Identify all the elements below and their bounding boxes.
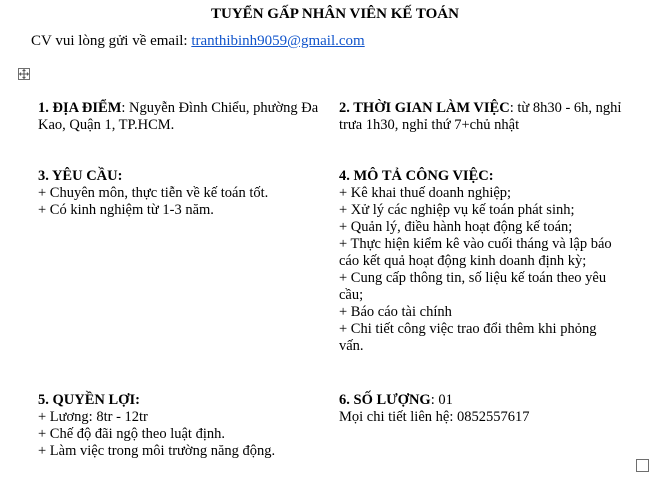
requirements-item: + Có kinh nghiệm từ 1-3 năm. — [38, 202, 214, 218]
location-paragraph — [38, 100, 328, 134]
job-description-item: + Cung cấp thông tin, số liệu kế toán theo yêu — [339, 270, 607, 286]
cv-email-line — [31, 32, 365, 50]
table-cell-work-time — [339, 100, 639, 134]
benefits-item: + Lương: 8tr - 12tr — [38, 409, 148, 425]
job-description-item: vấn. — [339, 338, 364, 354]
job-description-item: + Kê khai thuế doanh nghiệp; — [339, 185, 512, 201]
quantity-line — [339, 392, 639, 409]
location-text: : Nguyễn Đình Chiểu, phường Đa Kao, Quận 1, TP.HCM. — [38, 100, 319, 133]
job-description-item: + Quản lý, điều hành hoạt động kế toán; — [339, 219, 573, 235]
job-description-heading: 4. MÔ TẢ CÔNG VIỆC: — [339, 168, 494, 184]
job-description-item: + Thực hiện kiểm kê vào cuối tháng và lập báo — [339, 236, 612, 252]
quantity-value: : 01 — [430, 392, 453, 408]
job-description-item: + Báo cáo tài chính — [339, 304, 452, 320]
work-time-paragraph — [339, 100, 639, 134]
cv-email-prefix: CV vui lòng gửi về email: — [31, 33, 192, 49]
table-cell-job-description — [339, 168, 639, 355]
cv-email-link[interactable]: tranthibinh9059@gmail.com — [191, 33, 365, 49]
job-description-item: + Xử lý các nghiệp vụ kế toán phát sinh; — [339, 202, 575, 218]
job-description-item: cáo kết quả hoạt động kinh doanh định kỳ; — [339, 253, 587, 269]
table-move-handle-icon[interactable] — [18, 68, 30, 80]
benefits-item: + Làm việc trong môi trường năng động. — [38, 443, 276, 459]
table-cell-benefits — [38, 392, 328, 460]
work-time-heading: 2. THỜI GIAN LÀM VIỆC — [339, 100, 510, 116]
benefits-heading: 5. QUYỀN LỢI: — [38, 392, 140, 408]
job-description-item: + Chi tiết công việc trao đổi thêm khi phỏng — [339, 321, 597, 337]
table-resize-handle[interactable] — [636, 459, 649, 472]
location-heading: 1. ĐỊA ĐIỂM — [38, 100, 122, 116]
table-cell-location — [38, 100, 328, 134]
requirements-heading: 3. YÊU CẦU: — [38, 168, 123, 184]
document-title: TUYỂN GẤP NHÂN VIÊN KẾ TOÁN — [211, 6, 459, 22]
job-description-item: cầu; — [339, 287, 364, 303]
contact-line: Mọi chi tiết liên hệ: 0852557617 — [339, 409, 530, 425]
quantity-heading: 6. SỐ LƯỢNG — [339, 392, 431, 408]
requirements-item: + Chuyên môn, thực tiễn về kế toán tốt. — [38, 185, 269, 201]
table-cell-requirements — [38, 168, 328, 219]
work-time-text: : từ 8h30 - 6h, nghỉ trưa 1h30, nghỉ thứ 7+chủ nhật — [339, 100, 622, 133]
table-cell-quantity — [339, 392, 639, 426]
benefits-item: + Chế độ đãi ngộ theo luật định. — [38, 426, 225, 442]
